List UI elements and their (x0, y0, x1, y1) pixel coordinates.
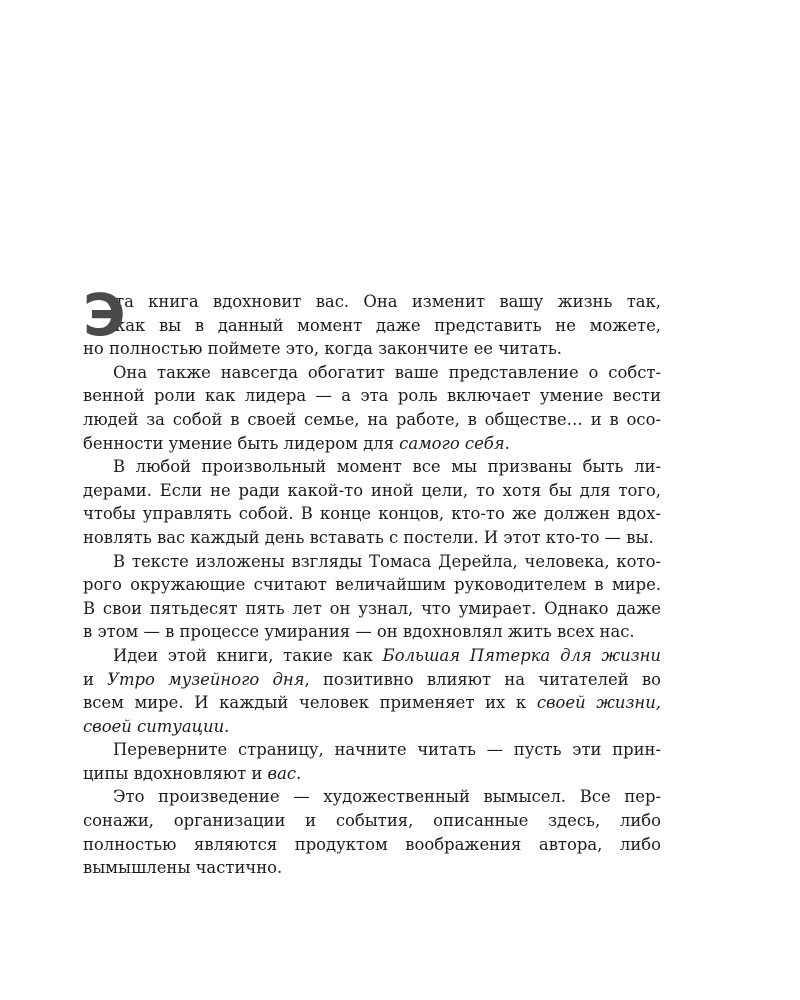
text-line (83, 644, 661, 668)
text-segment: Это произведение — художественный вымысел. Все пер- (113, 787, 661, 807)
text-segment: сонажи, организации и события, описанные здесь, либо (83, 811, 661, 831)
text-line (83, 809, 661, 833)
text-line (83, 408, 661, 432)
text-segment: рого окружающие считают величайшим руководителем в мире. (83, 575, 661, 595)
text-segment: но полностью поймете это, когда закончите ее читать. (83, 339, 563, 359)
text-segment: . (296, 763, 302, 783)
text-segment: Она также навсегда обогатит ваше представление о собст- (113, 362, 661, 382)
text-segment: как вы в данный момент даже представить не можете, (115, 315, 661, 335)
text-segment: . (504, 433, 510, 453)
paragraph (83, 785, 661, 879)
text-line (83, 738, 661, 762)
text-line (83, 785, 661, 809)
text-line (83, 455, 661, 479)
text-segment: Идеи этой книги, такие как (113, 645, 383, 665)
text-segment: В любой произвольный момент все мы призваны быть ли- (113, 457, 661, 477)
text-line (83, 290, 661, 314)
text-segment: В свои пятьдесят пять лет он узнал, что умирает. Однако даже (83, 598, 661, 618)
text-line (83, 691, 661, 715)
text-line (83, 715, 661, 739)
text-segment: чтобы управлять собой. В конце концов, кто-то же должен вдох- (83, 504, 661, 524)
preface-text (83, 281, 661, 880)
paragraph (83, 455, 661, 549)
text-segment: и (83, 669, 108, 689)
drop-cap: Э (83, 281, 126, 349)
text-segment: Переверните страницу, начните читать — пусть эти прин- (113, 740, 661, 760)
paragraph (83, 550, 661, 644)
text-segment: В тексте изложены взгляды Томаса Дерейла, человека, кото- (113, 551, 661, 571)
text-segment: в этом — в процессе умирания — он вдохновлял жить всех нас. (83, 622, 635, 642)
text-line (83, 856, 661, 880)
text-line (83, 620, 661, 644)
emphasis-text: своей жизни, (536, 693, 661, 713)
text-line (83, 502, 661, 526)
text-line (83, 550, 661, 574)
text-line (83, 479, 661, 503)
text-line (83, 762, 661, 786)
text-segment: новлять вас каждый день вставать с постели. И этот кто-то — вы. (83, 527, 654, 547)
text-segment: ципы вдохновляют и (83, 763, 268, 783)
text-line (83, 573, 661, 597)
text-segment: всем мире. И каждый человек применяет их к (83, 693, 537, 713)
emphasis-text: Большая Пятерка для жизни (382, 645, 661, 665)
text-segment: бенности умение быть лидером для (83, 433, 400, 453)
text-line (83, 833, 661, 857)
paragraph (83, 738, 661, 785)
paragraph (83, 361, 661, 455)
text-line (83, 668, 661, 692)
text-line (83, 526, 661, 550)
text-segment: полностью являются продуктом воображения автора, либо (83, 834, 661, 854)
emphasis-text: своей ситуации. (83, 716, 230, 736)
paragraph (83, 281, 661, 361)
paragraph (83, 644, 661, 738)
text-line (83, 314, 661, 338)
emphasis-text: Утро музейного дня (107, 669, 305, 689)
text-segment: людей за собой в своей семье, на работе, в обществе… и в осо- (83, 409, 661, 429)
text-line (83, 597, 661, 621)
emphasis-text: вас (267, 763, 297, 783)
text-line (83, 432, 661, 456)
text-segment: , позитивно влияют на читателей во (304, 669, 661, 689)
text-segment: вымышлены частично. (83, 858, 283, 878)
text-segment: та книга вдохновит вас. Она изменит вашу жизнь так, (115, 292, 661, 311)
emphasis-text: самого себя (399, 433, 505, 453)
text-segment: венной роли как лидера — а эта роль включает умение вести (83, 386, 661, 406)
text-segment: дерами. Если не ради какой-то иной цели, то хотя бы для того, (83, 480, 661, 500)
text-line (83, 361, 661, 385)
text-line (83, 337, 661, 361)
text-line (83, 384, 661, 408)
